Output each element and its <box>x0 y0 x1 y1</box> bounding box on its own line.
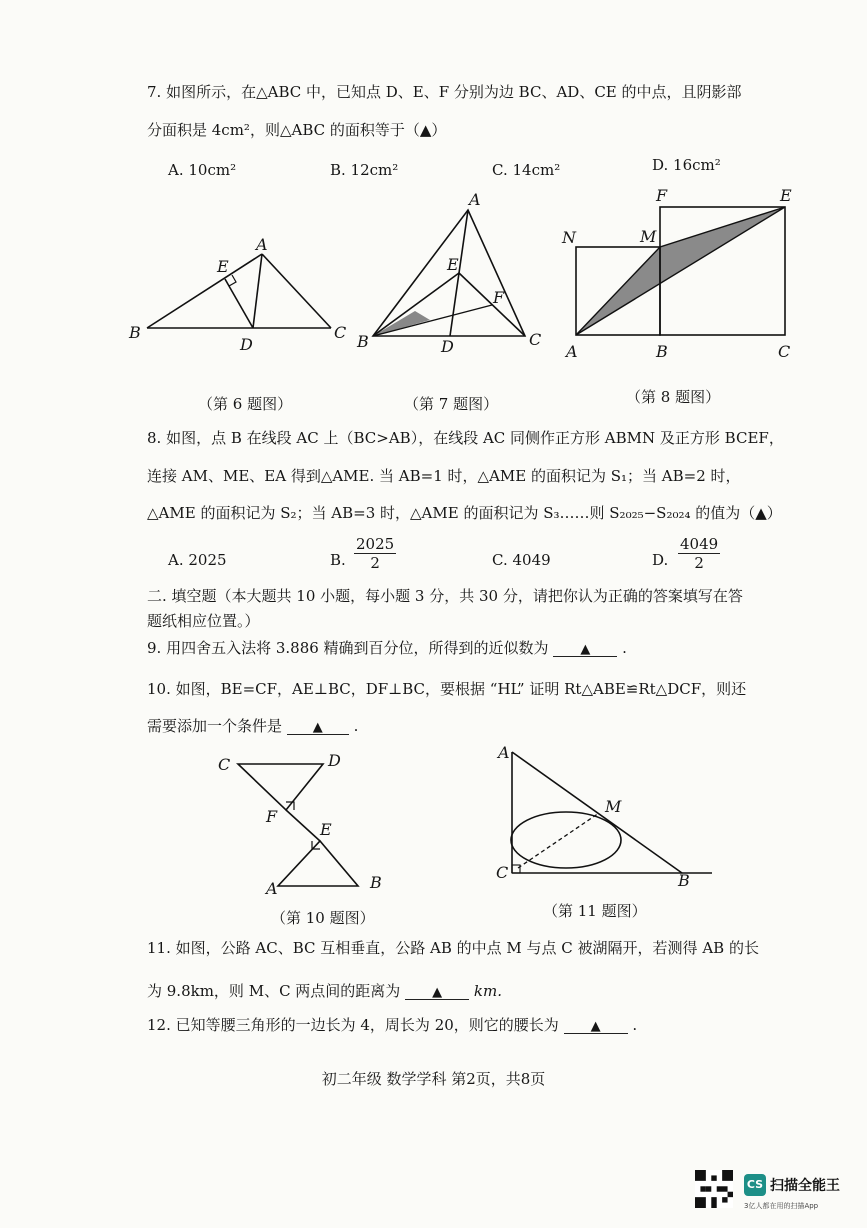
svg-text:C: C <box>778 342 791 361</box>
q10-answer-blank[interactable]: ▲ <box>287 721 349 735</box>
q8-option-b-label: B. <box>330 551 346 569</box>
svg-text:E: E <box>217 257 229 276</box>
q12-text: 12. 已知等腰三角形的一边长为 4，周长为 20，则它的腰长为 <box>147 1016 559 1034</box>
q11-answer-blank[interactable]: ▲ <box>405 986 469 1000</box>
q8-option-d-label: D. <box>652 551 669 569</box>
page-footer: 初二年级 数学学科 第2页，共8页 <box>321 1070 546 1088</box>
q11-unit: km. <box>473 982 502 1000</box>
svg-text:F: F <box>493 288 505 307</box>
q7-option-c: C. 14cm² <box>492 161 561 179</box>
fig10-caption: （第 10 题图） <box>271 909 375 927</box>
q9 <box>147 641 627 657</box>
svg-text:A: A <box>266 879 278 898</box>
svg-text:A: A <box>469 190 481 209</box>
q10-line2 <box>147 719 358 735</box>
figure-6 <box>125 230 355 360</box>
q12-answer-blank[interactable]: ▲ <box>564 1020 628 1034</box>
camscanner-name: 扫描全能王 <box>770 1178 840 1194</box>
svg-text:N: N <box>562 228 576 247</box>
q8-option-d-fraction <box>678 535 720 572</box>
fig11-caption: （第 11 题图） <box>543 902 647 920</box>
q8-option-c: C. 4049 <box>492 551 551 569</box>
svg-text:A: A <box>566 342 578 361</box>
q8-option-a: A. 2025 <box>168 551 227 569</box>
camscanner-logo: CS <box>744 1174 766 1196</box>
q7-line2: 分面积是 4cm²，则△ABC 的面积等于（▲） <box>147 121 447 139</box>
figure-7 <box>355 190 555 360</box>
svg-text:C: C <box>334 323 347 342</box>
svg-text:B: B <box>357 332 369 351</box>
svg-text:M: M <box>605 797 622 816</box>
q8-option-b-denominator: 2 <box>370 554 380 572</box>
q10-line2-text: 需要添加一个条件是 <box>147 717 283 735</box>
q8-option-b-fraction <box>354 535 396 572</box>
svg-text:D: D <box>441 337 454 356</box>
svg-text:A: A <box>256 235 268 254</box>
q10-period: . <box>353 717 359 735</box>
section2-heading-line1: 二. 填空题（本大题共 10 小题，每小题 3 分，共 30 分，请把你认为正确的答案填写在答 <box>147 587 743 605</box>
section2-heading-line2: 题纸相应位置。） <box>147 612 260 630</box>
q9-answer-blank[interactable]: ▲ <box>553 643 617 657</box>
q12 <box>147 1018 637 1034</box>
q7-option-b: B. 12cm² <box>330 161 399 179</box>
figure-8 <box>560 185 800 365</box>
q8-option-b-numerator: 2025 <box>356 535 395 553</box>
camscanner-tagline: 3亿人都在用的扫描App <box>744 1202 819 1210</box>
qr-code-icon <box>695 1170 733 1208</box>
fig8-caption: （第 8 题图） <box>626 388 721 406</box>
q8-line3: △AME 的面积记为 S₂；当 AB=3 时，△AME 的面积记为 S₃……则 S₂₀₂₅−S₂₀₂₄ 的值为（▲） <box>147 504 782 522</box>
svg-text:M: M <box>640 227 657 246</box>
q11-line2 <box>147 984 502 1000</box>
q8-line1: 8. 如图，点 B 在线段 AC 上（BC>AB），在线段 AC 同侧作正方形 ABMN 及正方形 BCEF， <box>147 429 784 447</box>
svg-text:E: E <box>320 820 332 839</box>
q9-text: 9. 用四舍五入法将 3.886 精确到百分位，所得到的近似数为 <box>147 639 549 657</box>
svg-text:D: D <box>240 335 253 354</box>
figure-10 <box>210 748 400 898</box>
q7-option-d: D. 16cm² <box>652 156 721 174</box>
q10-line1: 10. 如图，BE=CF，AE⊥BC，DF⊥BC，要根据 “HL” 证明 Rt△ABE≌Rt△DCF，则还 <box>147 680 747 698</box>
svg-text:B: B <box>678 871 690 890</box>
svg-text:C: C <box>529 330 542 349</box>
svg-text:F: F <box>656 186 668 205</box>
q11-line1: 11. 如图，公路 AC、BC 互相垂直，公路 AB 的中点 M 与点 C 被湖隔开，若测得 AB 的长 <box>147 939 759 957</box>
q7-option-a: A. 10cm² <box>168 161 237 179</box>
q12-period: . <box>632 1016 638 1034</box>
svg-text:E: E <box>780 186 792 205</box>
svg-text:E: E <box>447 255 459 274</box>
fig6-caption: （第 6 题图） <box>198 395 293 413</box>
q9-period: . <box>622 639 627 657</box>
q11-line2-text: 为 9.8km，则 M、C 两点间的距离为 <box>147 982 401 1000</box>
q8-option-d-denominator: 2 <box>694 554 704 572</box>
fig7-caption: （第 7 题图） <box>404 395 499 413</box>
q8-option-d-numerator: 4049 <box>680 535 719 553</box>
svg-text:F: F <box>266 807 278 826</box>
svg-text:B: B <box>129 323 141 342</box>
svg-text:B: B <box>370 873 382 892</box>
svg-text:C: C <box>218 755 231 774</box>
svg-text:D: D <box>328 751 341 770</box>
q8-line2: 连接 AM、ME、EA 得到△AME. 当 AB=1 时，△AME 的面积记为 S₁；当 AB=2 时， <box>147 467 741 485</box>
svg-text:B: B <box>656 342 668 361</box>
q7-line1: 7. 如图所示，在△ABC 中，已知点 D、E、F 分别为边 BC、AD、CE 的中点，且阴影部 <box>147 83 742 101</box>
svg-text:C: C <box>496 863 509 882</box>
svg-text:A: A <box>498 743 510 762</box>
figure-11 <box>490 740 720 895</box>
